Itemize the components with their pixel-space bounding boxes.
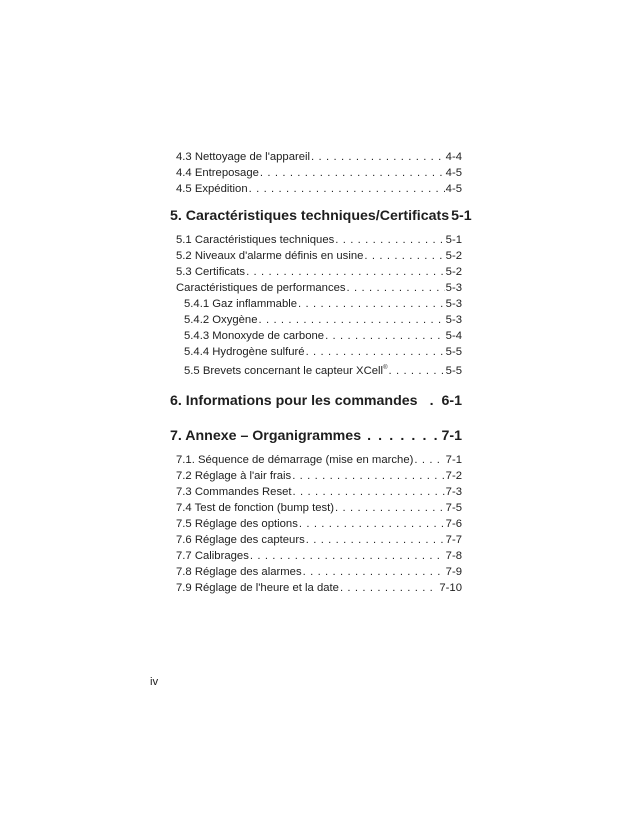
- toc-entry-label: Caractéristiques de performances: [176, 282, 346, 294]
- toc-entry-4-4: [176, 166, 462, 180]
- toc-entry-5-1: [176, 233, 462, 247]
- toc-entry-5-4-1: [184, 297, 462, 311]
- toc-entry-5-3: [176, 265, 462, 279]
- toc-entry-7-5: [176, 517, 462, 531]
- toc-section-page: 7-1: [441, 428, 462, 444]
- dot-leader: [364, 249, 444, 263]
- dot-leader: [249, 182, 445, 196]
- toc-entry-label: 7.1. Séquence de démarrage (mise en marche): [176, 454, 414, 466]
- toc-entry-label: 5.4.4 Hydrogène sulfuré: [184, 346, 305, 358]
- toc-entry-7-8: [176, 565, 462, 579]
- toc-section-label: 5. Caractéristiques techniques/Certificats: [170, 208, 450, 224]
- toc-entry-page: 4-5: [445, 183, 462, 195]
- toc-section-7: [170, 427, 462, 445]
- toc-entry-label: 4.5 Expédition: [176, 183, 248, 195]
- toc-entry-page: 7-9: [445, 566, 462, 578]
- toc-entry-label: 5.3 Certificats: [176, 266, 246, 278]
- dot-leader: [367, 427, 440, 445]
- dot-leader: [325, 329, 445, 343]
- page-number: iv: [150, 676, 159, 688]
- toc-entry-page: 5-2: [445, 266, 462, 278]
- toc-entry-5-4: [176, 281, 462, 295]
- toc-entry-page: 7-1: [445, 454, 462, 466]
- toc-entry-7-2: [176, 469, 462, 483]
- toc-entry-5-5: [184, 361, 462, 378]
- toc-section-label: 7. Annexe – Organigrammes: [170, 428, 362, 444]
- dot-leader: [340, 581, 438, 595]
- toc-entry-label: 5.4.2 Oxygène: [184, 314, 258, 326]
- toc-entry-label-text: 5.5 Brevets concernant le capteur XCell: [184, 365, 384, 377]
- toc-entry-label: [184, 361, 387, 378]
- toc-entry-label: 7.3 Commandes Reset: [176, 486, 292, 498]
- toc-entry-page: 7-5: [445, 502, 462, 514]
- toc-entry-label: 5.4.1 Gaz inflammable: [184, 298, 298, 310]
- toc-entry-label: 7.8 Réglage des alarmes: [176, 566, 302, 578]
- toc-entry-page: 7-8: [445, 550, 462, 562]
- toc-entry-label: 7.9 Réglage de l'heure et la date: [176, 582, 339, 594]
- toc-entry-label: 5.4.3 Monoxyde de carbone: [184, 330, 325, 342]
- toc-entry-page: 4-4: [445, 151, 462, 163]
- toc-entry-label: 7.6 Réglage des capteurs: [176, 534, 305, 546]
- toc-entry-page: 7-10: [439, 582, 462, 594]
- toc-entry-7-7: [176, 549, 462, 563]
- dot-leader: [299, 517, 445, 531]
- dot-leader: [293, 485, 445, 499]
- dot-leader: [335, 233, 444, 247]
- toc-entry-page: 4-5: [445, 167, 462, 179]
- dot-leader: [306, 533, 445, 547]
- toc-entry-label: 5.2 Niveaux d'alarme définis en usine: [176, 250, 364, 262]
- toc-entry-page: 5-5: [445, 346, 462, 358]
- dot-leader: [246, 265, 445, 279]
- dot-leader: [306, 345, 445, 359]
- dot-leader: [298, 297, 445, 311]
- registered-mark: ®: [383, 365, 388, 371]
- toc-entry-7-4: [176, 501, 462, 515]
- toc-entry-page: 5-1: [445, 234, 462, 246]
- dot-leader: [258, 313, 444, 327]
- toc-entry-label: 4.3 Nettoyage de l'appareil: [176, 151, 311, 163]
- toc-entry-page: 5-5: [445, 365, 462, 377]
- toc-entry-page: 7-3: [445, 486, 462, 498]
- toc-entry-label: 7.5 Réglage des options: [176, 518, 298, 530]
- toc-section-page: 6-1: [441, 393, 462, 409]
- toc-entry-label: 7.2 Réglage à l'air frais: [176, 470, 292, 482]
- toc-entry-page: 5-3: [445, 314, 462, 326]
- dot-leader: [335, 501, 445, 515]
- toc-entry-label: 7.7 Calibrages: [176, 550, 249, 562]
- dot-leader: [347, 281, 445, 295]
- toc-entry-page: 5-4: [445, 330, 462, 342]
- toc-section-6: [170, 392, 462, 410]
- toc-entry-5-4-2: [184, 313, 462, 327]
- toc-entry-label: 7.4 Test de fonction (bump test): [176, 502, 335, 514]
- toc-entry-7-1: [176, 453, 462, 467]
- dot-leader: [292, 469, 444, 483]
- toc-entry-7-3: [176, 485, 462, 499]
- dot-leader: [414, 453, 444, 467]
- toc-entry-page: 7-2: [445, 470, 462, 482]
- toc-entry-label: 4.4 Entreposage: [176, 167, 259, 179]
- dot-leader: [260, 166, 445, 180]
- toc-section-label: 6. Informations pour les commandes: [170, 393, 418, 409]
- toc-entry-5-4-4: [184, 345, 462, 359]
- toc-section-5: [170, 207, 472, 225]
- dot-leader: [303, 565, 445, 579]
- toc-entry-page: 5-3: [445, 282, 462, 294]
- toc-entry-label: 5.1 Caractéristiques techniques: [176, 234, 335, 246]
- toc-entry-7-9: [176, 581, 462, 595]
- dot-leader: [430, 392, 441, 410]
- toc-entry-5-4-3: [184, 329, 462, 343]
- toc-entry-page: 5-2: [445, 250, 462, 262]
- dot-leader: [388, 364, 444, 378]
- toc-entry-4-3: [176, 150, 462, 164]
- toc-section-page: 5-1: [451, 208, 472, 224]
- toc-entry-page: 7-7: [445, 534, 462, 546]
- toc-entry-page: 7-6: [445, 518, 462, 530]
- toc-entry-4-5: [176, 182, 462, 196]
- toc-entry-7-6: [176, 533, 462, 547]
- dot-leader: [311, 150, 445, 164]
- toc-entry-page: 5-3: [445, 298, 462, 310]
- dot-leader: [250, 549, 445, 563]
- toc-entry-5-2: [176, 249, 462, 263]
